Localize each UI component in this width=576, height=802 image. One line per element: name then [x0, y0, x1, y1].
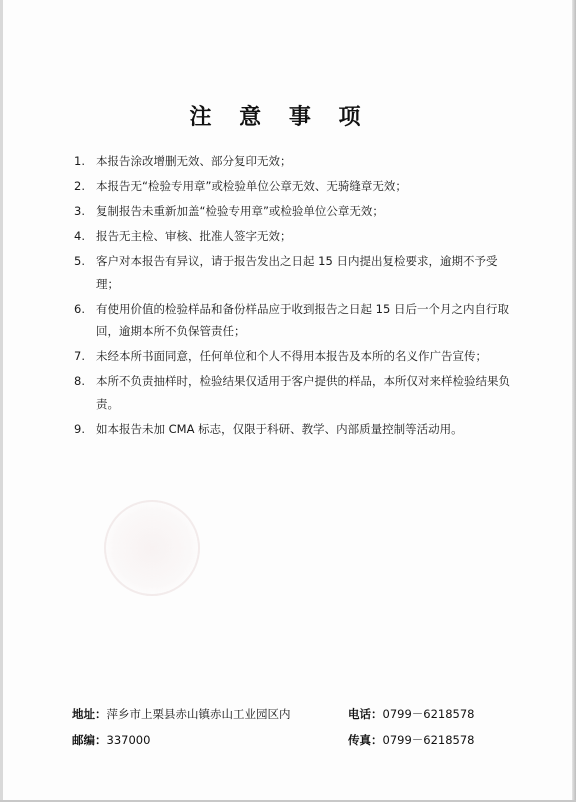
notice-number: 9.: [74, 421, 85, 436]
notice-item: [72, 150, 520, 173]
fax-value: 0799－6218578: [382, 733, 475, 747]
notice-list: [72, 150, 520, 440]
notice-text: 报告无主检、审核、批准人签字无效；: [96, 229, 292, 243]
fax-label: 传真：: [348, 733, 383, 747]
page-title: 注 意 事 项: [189, 104, 371, 130]
notice-item: [72, 370, 520, 415]
notice-text: 如本报告未加 CMA 标志，仅限于科研、教学、内部质量控制等活动用。: [96, 421, 463, 436]
notice-number: 2.: [74, 179, 85, 193]
notice-number: 6.: [74, 301, 85, 316]
notice-text: 本所不负责抽样时，检验结果仅适用于客户提供的样品，本所仅对来样检验结果负责。: [96, 374, 510, 411]
notice-item: [72, 345, 520, 368]
notice-item: [72, 200, 520, 223]
page-edge-right: [572, 0, 576, 802]
notice-item: [72, 250, 520, 295]
notice-text: 客户对本报告有异议，请于报告发出之日起 15 日内提出复检要求，逾期不予受理；: [96, 254, 498, 291]
postcode-value: 337000: [106, 733, 151, 747]
notice-item: [72, 175, 520, 198]
phone-label: 电话：: [348, 707, 383, 721]
address-label: 地址：: [72, 707, 107, 721]
footer-row-address: [72, 706, 512, 726]
notice-item: [72, 225, 520, 248]
postcode: [72, 732, 150, 748]
notice-item: [72, 298, 520, 343]
notice-text: 本报告涂改增删无效、部分复印无效；: [96, 154, 292, 168]
notice-text: 未经本所书面同意，任何单位和个人不得用本报告及本所的名义作广告宣传；: [96, 349, 487, 363]
fax: [348, 732, 474, 748]
address-value: 萍乡市上栗县赤山镇赤山工业园区内: [106, 707, 291, 721]
notice-number: 5.: [74, 254, 85, 268]
postcode-label: 邮编：: [72, 733, 107, 747]
phone: [348, 706, 474, 722]
notice-number: 1.: [74, 154, 85, 168]
faint-seal-stamp: [104, 500, 200, 596]
notice-item: [72, 418, 520, 441]
notice-text: 有使用价值的检验样品和备份样品应于收到报告之日起 15 日后一个月之内自行取回，逾期本所不负保管责任；: [96, 301, 509, 338]
notice-text: 本报告无“检验专用章”或检验单位公章无效、无骑缝章无效；: [96, 179, 407, 193]
phone-value: 0799－6218578: [382, 707, 475, 721]
footer-row-postcode: [72, 732, 512, 752]
address: [72, 706, 291, 722]
notice-number: 3.: [74, 204, 85, 218]
notice-text: 复制报告未重新加盖“检验专用章”或检验单位公章无效；: [96, 204, 384, 218]
notice-number: 8.: [74, 374, 85, 388]
notice-number: 4.: [74, 229, 85, 243]
notice-number: 7.: [74, 349, 85, 363]
